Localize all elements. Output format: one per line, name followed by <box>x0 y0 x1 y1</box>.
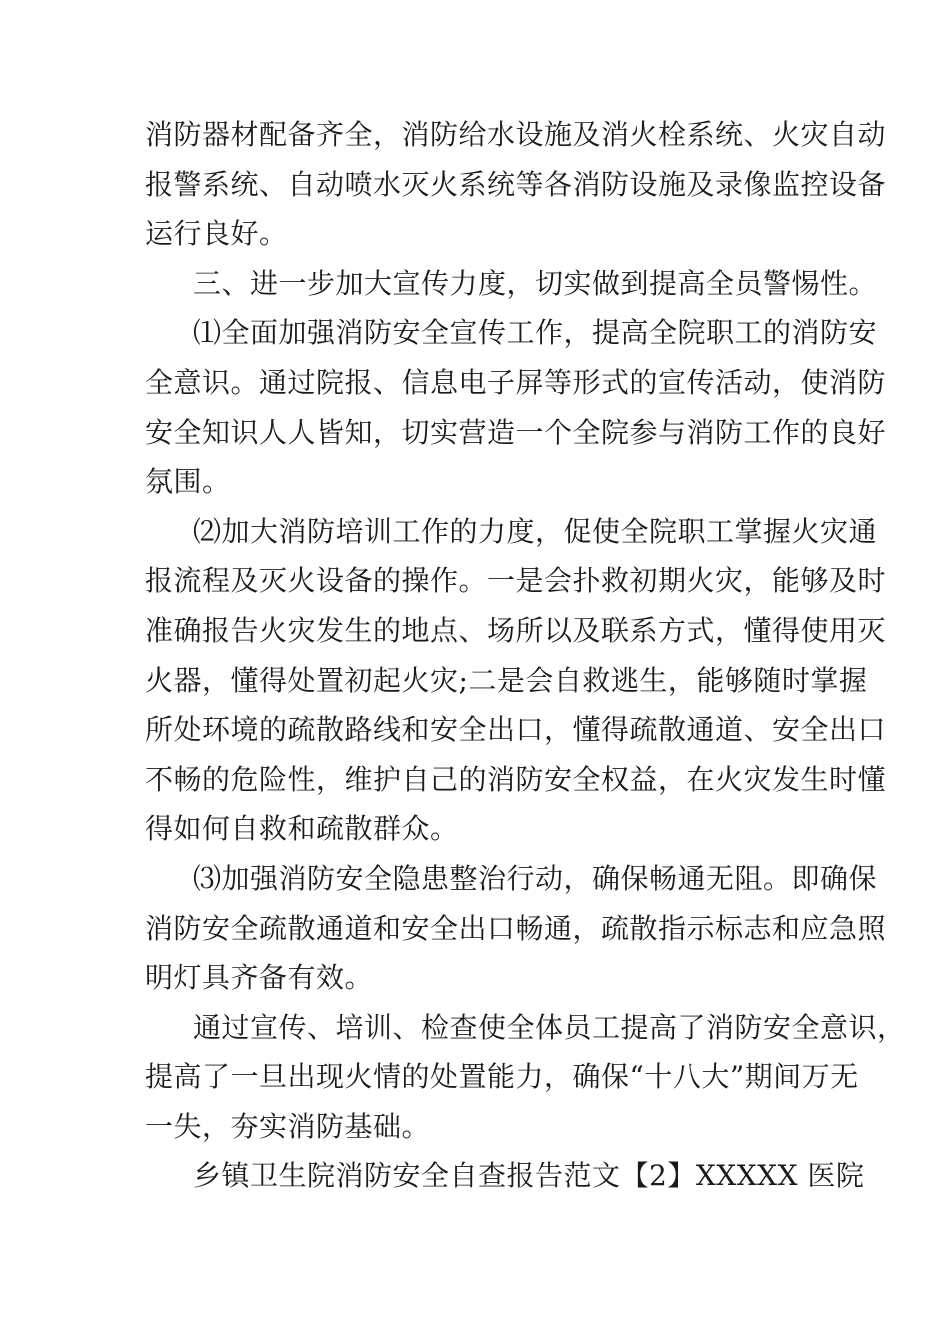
text-line: 全意识。通过院报、信息电子屏等形式的宣传活动，使消防 <box>145 365 887 399</box>
text-line: 准确报告火灾发生的地点、场所以及联系方式，懂得使用灭 <box>145 613 887 647</box>
paragraph-item-1 <box>145 308 887 506</box>
text-line: 氛围。 <box>145 465 231 499</box>
section-heading-org: XXXXX 医院 <box>695 1159 865 1193</box>
text-line: 所处环境的疏散路线和安全出口，懂得疏散通道、安全出口 <box>145 713 887 747</box>
text-line: 提高了一旦出现火情的处置能力，确保“十八大”期间万无 <box>145 1060 859 1094</box>
text-line: 消防安全疏散通道和安全出口畅通，疏散指示标志和应急照 <box>145 911 887 945</box>
text-line: 一失，夯实消防基础。 <box>145 1109 431 1143</box>
text-line: 报流程及灭火设备的操作。一是会扑救初期火灾，能够及时 <box>145 564 887 598</box>
text-line: 不畅的危险性，维护自己的消防安全权益，在火灾发生时懂 <box>145 762 887 796</box>
text-line: 报警系统、自动喷水灭火系统等各消防设施及录像监控设备 <box>145 167 887 201</box>
text-line: ⑶加强消防安全隐患整治行动，确保畅通无阻。即确保 <box>193 861 878 895</box>
text-line: 火器，懂得处置初起火灾;二是会自救逃生，能够随时掌握 <box>145 663 868 697</box>
paragraph-item-2 <box>145 507 887 854</box>
paragraph-summary <box>145 1003 906 1152</box>
text-line: 明灯具齐备有效。 <box>145 961 374 995</box>
text-line: 得如何自救和疏散群众。 <box>145 812 459 846</box>
paragraph-equipment-status <box>145 110 887 259</box>
text-line: 运行良好。 <box>145 217 288 251</box>
section-heading <box>145 1151 865 1201</box>
section-heading-title: 乡镇卫生院消防安全自查报告范文【2】 <box>193 1159 696 1193</box>
document-body <box>145 110 906 1201</box>
text-line: ⑵加大消防培训工作的力度，促使全院职工掌握火灾通 <box>193 514 878 548</box>
text-line: ⑴全面加强消防安全宣传工作，提高全院职工的消防安 <box>193 316 878 350</box>
paragraph-section-three-heading <box>145 259 878 309</box>
text-line: 通过宣传、培训、检查使全体员工提高了消防安全意识， <box>193 1010 906 1044</box>
paragraph-item-3 <box>145 854 887 1003</box>
text-line: 三、进一步加大宣传力度，切实做到提高全员警惕性。 <box>193 266 878 300</box>
text-line: 安全知识人人皆知，切实营造一个全院参与消防工作的良好 <box>145 415 887 449</box>
text-line: 消防器材配备齐全，消防给水设施及消火栓系统、火灾自动 <box>145 118 887 151</box>
